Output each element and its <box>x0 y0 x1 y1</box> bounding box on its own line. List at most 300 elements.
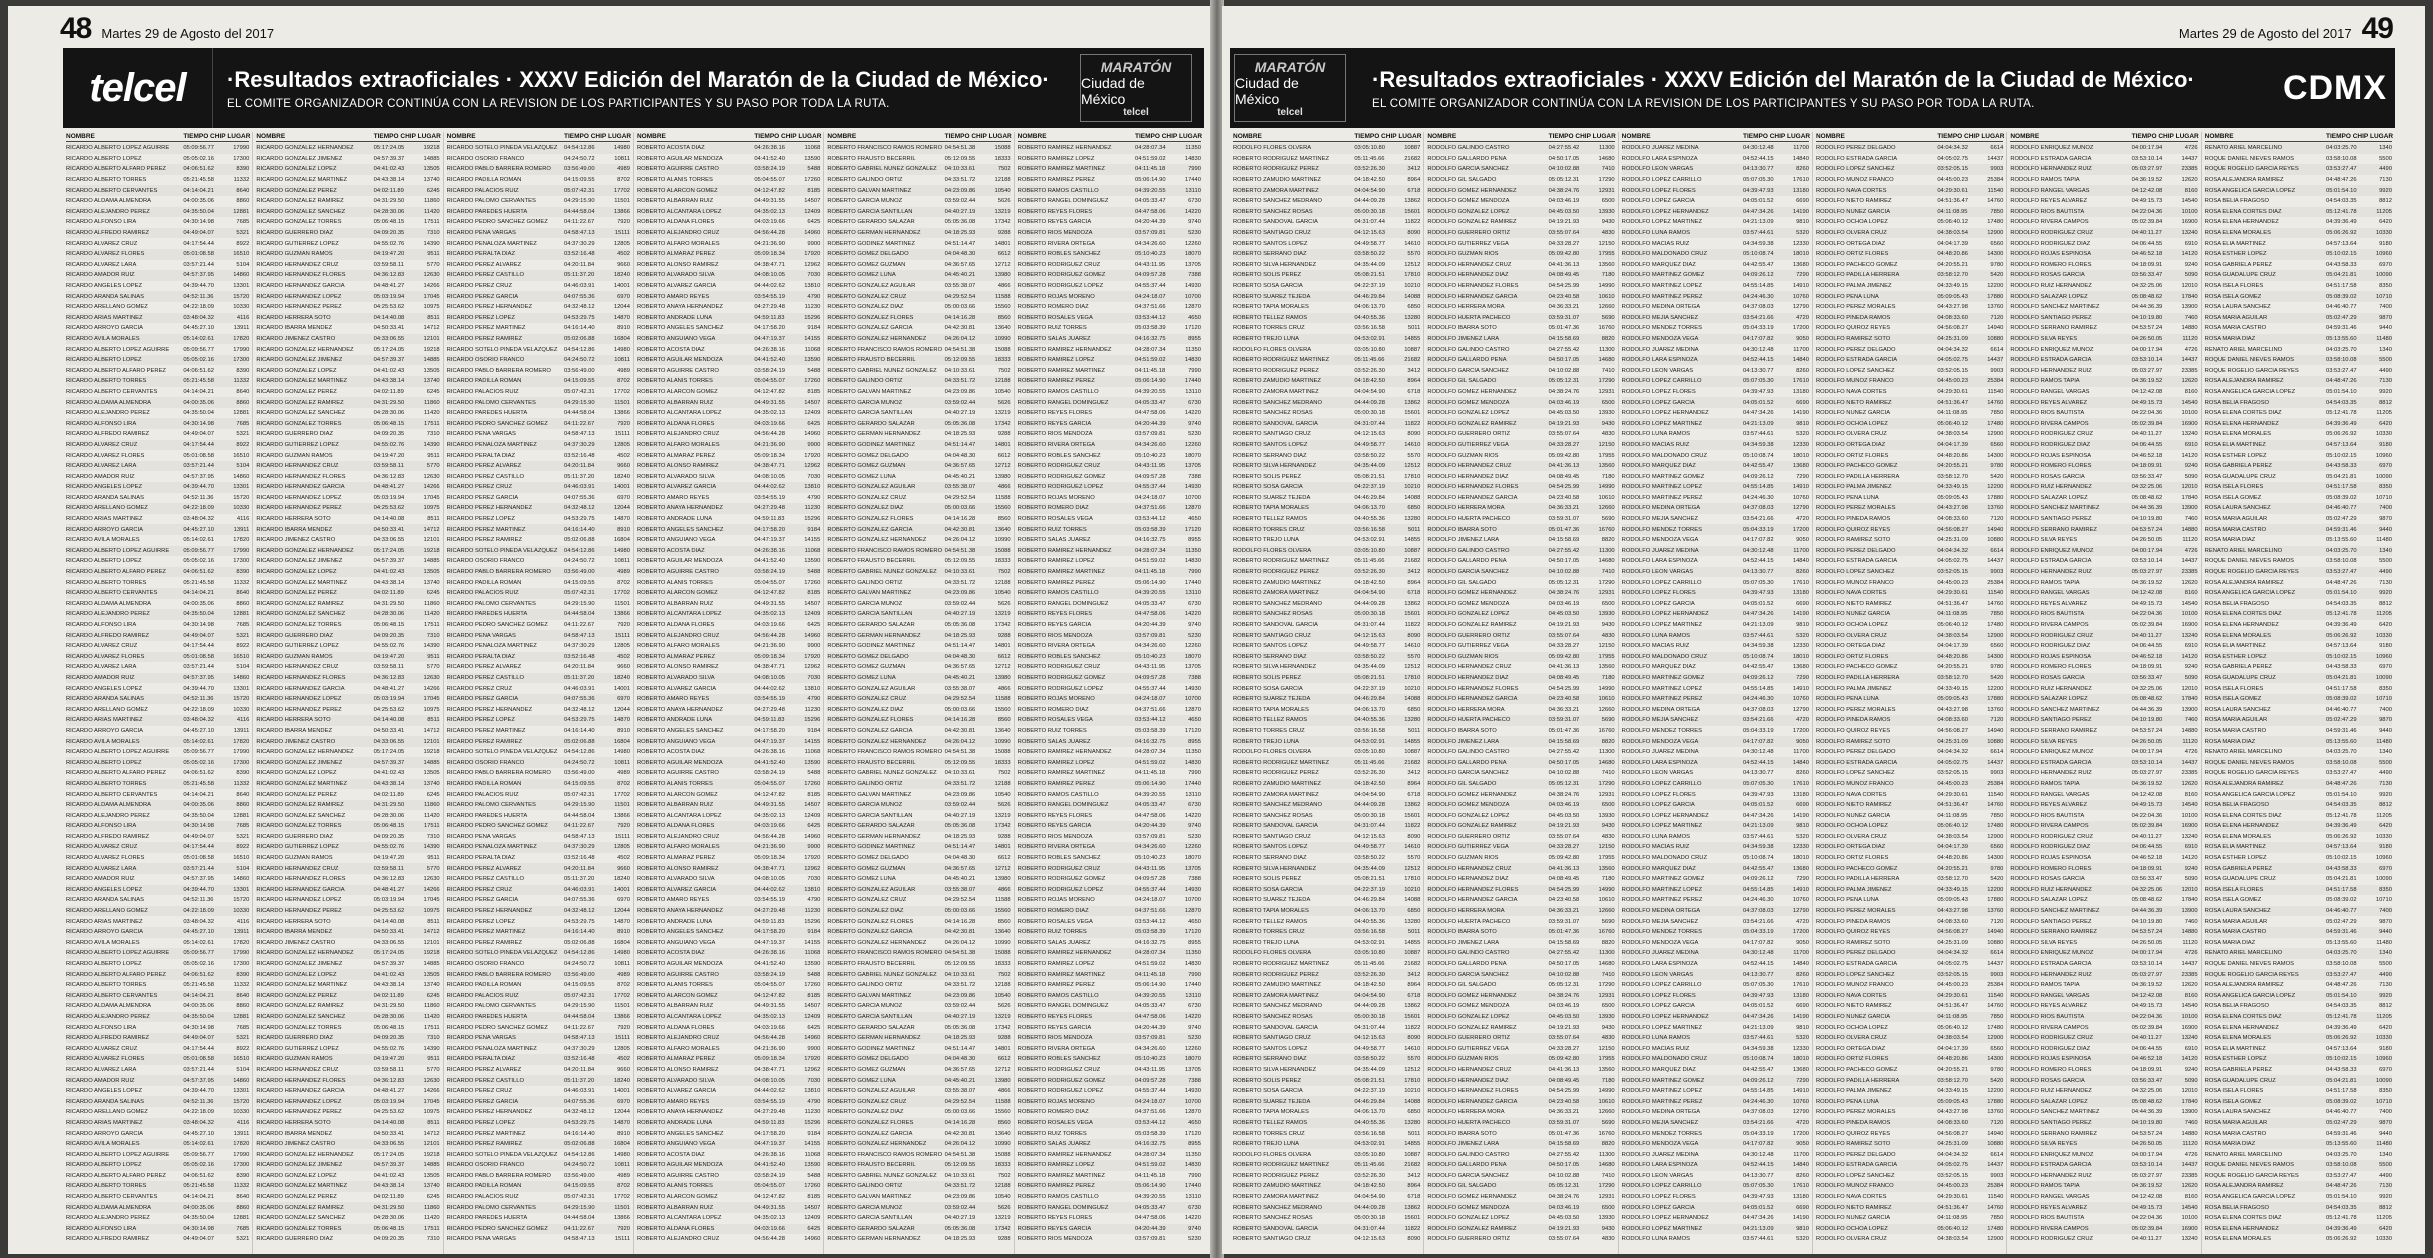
chip-time: 04:59:11.83 <box>754 314 785 321</box>
runner-name: ROBERTO REYES FLORES <box>1017 812 1093 819</box>
result-row <box>1816 556 2003 567</box>
runner-name: ROSA BELIA FRAGOSO <box>2204 1003 2270 1010</box>
place: 6970 <box>617 1098 630 1105</box>
place: 8964 <box>1407 579 1421 586</box>
place: 8511 <box>427 717 440 724</box>
result-row <box>827 1234 1010 1245</box>
result-row <box>256 143 439 154</box>
place: 14088 <box>1404 696 1421 703</box>
place: 17342 <box>994 1024 1011 1031</box>
result-row <box>827 863 1010 874</box>
runner-name: ROBERTO ALVARADO SILVA <box>636 272 715 279</box>
runner-name: RICARDO ALDAMA ALMENDRA <box>66 600 152 607</box>
chip-time: 04:32:48.12 <box>563 505 595 512</box>
result-row <box>1622 535 1809 546</box>
chip-time: 04:03:46.19 <box>1548 198 1580 205</box>
result-row <box>637 429 820 440</box>
runner-name: RICARDO ALBERTO LOPEZ AGUIRRE <box>66 145 170 152</box>
chip-time: 04:24:46.30 <box>1742 1098 1774 1105</box>
result-row <box>1622 630 1809 641</box>
runner-name: RICARDO GUERRERO DIAZ <box>256 632 333 639</box>
chip-time: 04:18:09.91 <box>2131 261 2163 268</box>
place: 8812 <box>2379 399 2392 406</box>
runner-name: RODOLFO HERNANDEZ RUIZ <box>2010 367 2092 374</box>
place: 10210 <box>1404 1088 1421 1095</box>
runner-name: RICARDO AMADOR RUIZ <box>66 272 135 279</box>
chip-time: 03:53:10.14 <box>2131 155 2163 162</box>
result-row <box>1233 980 1420 991</box>
place: 17300 <box>233 558 250 565</box>
runner-name: ROBERTO SOSA GARCIA <box>1233 283 1303 290</box>
chip-time: 05:08:39.02 <box>2325 696 2357 703</box>
place: 12805 <box>613 441 630 448</box>
place: 8560 <box>997 918 1011 925</box>
chip-time: 04:21:36.90 <box>754 240 785 247</box>
place: 11205 <box>2376 812 2392 819</box>
runner-name: RODOLFO GONZALEZ LOPEZ <box>1427 812 1510 819</box>
runner-name: RICARDO JIMENEZ CASTRO <box>256 335 336 342</box>
place: 4790 <box>807 696 821 703</box>
result-row <box>256 1022 439 1033</box>
runner-name: RODOLFO JUAREZ MEDINA <box>1621 950 1699 957</box>
result-row <box>827 546 1010 557</box>
result-row <box>637 726 820 737</box>
chip-time: 04:57:13.64 <box>2325 844 2357 851</box>
runner-name: RICARDO ALBERTO CERVANTES <box>66 992 158 999</box>
place: 7502 <box>997 166 1011 173</box>
place: 6718 <box>1407 1194 1421 1201</box>
chip-time: 04:31:29.50 <box>373 1204 405 1211</box>
result-row <box>1622 546 1809 557</box>
place: 12409 <box>804 812 821 819</box>
result-row <box>637 652 820 663</box>
runner-name: RODOLFO NIETO RAMIREZ <box>1815 600 1892 607</box>
result-row <box>2010 291 2197 302</box>
place: 4830 <box>1601 431 1615 438</box>
result-row <box>1018 1128 1201 1139</box>
runner-name: RODOLFO PEREZ MORALES <box>1815 1109 1896 1116</box>
result-row <box>637 906 820 917</box>
chip-time: 05:03:27.97 <box>2131 166 2163 173</box>
runner-name: RODOLFO ROSAS GARCIA <box>2010 1077 2085 1084</box>
runner-name: RICARDO GONZALEZ HERNANDEZ <box>256 749 354 756</box>
place: 17990 <box>233 1151 250 1158</box>
runner-name: RICARDO SOTELO PINEDA VELAZQUEZ <box>446 547 558 554</box>
runner-name: RICARDO PEREZ LOPEZ <box>446 1119 515 1126</box>
runner-name: ROBERTO AGUILAR MENDOZA <box>636 759 723 766</box>
place: 7685 <box>236 823 250 830</box>
place: 15111 <box>614 632 630 639</box>
chip-time: 04:57:13.64 <box>2325 643 2357 650</box>
place: 7180 <box>1601 272 1615 279</box>
runner-name: RICARDO ALBERTO TORRES <box>66 982 147 989</box>
result-row <box>2205 503 2392 514</box>
header-place: LUGAR <box>2175 133 2199 140</box>
place: 12660 <box>1598 908 1615 915</box>
runner-name: ROSA ELIA MARTINEZ <box>2204 240 2266 247</box>
place: 12188 <box>994 982 1011 989</box>
result-row <box>637 779 820 790</box>
runner-name: ROBERTO GONZALEZ FLORES <box>827 1119 914 1126</box>
runner-name: ROBERTO TELLEZ RAMOS <box>1233 1119 1308 1126</box>
result-row <box>66 154 249 165</box>
result-row <box>2010 1171 2197 1182</box>
chip-time: 05:11:37.20 <box>563 473 595 480</box>
result-row <box>447 302 630 313</box>
place: 6245 <box>426 388 440 395</box>
chip-time: 04:54:12.86 <box>563 749 595 756</box>
runner-name: ROBERTO SERRANO DIAZ <box>1233 653 1307 660</box>
runner-name: ROBERTO RAMIREZ MARTINEZ <box>1017 166 1105 173</box>
runner-name: RODOLFO NIETO RAMIREZ <box>1815 198 1892 205</box>
chip-time: 04:03:19.66 <box>754 219 785 226</box>
chip-time: 04:45:03.50 <box>1548 611 1580 618</box>
result-row <box>1233 789 1420 800</box>
runner-name: RODOLFO RAMIREZ SOTO <box>1815 738 1891 745</box>
chip-time: 05:21:45.58 <box>183 177 214 184</box>
result-row <box>2010 503 2197 514</box>
place: 9920 <box>2379 388 2392 395</box>
runner-name: ROSA ISELA GOMEZ <box>2204 897 2262 904</box>
result-row <box>2205 291 2392 302</box>
chip-time: 04:25:53.62 <box>373 304 405 311</box>
runner-name: ROBERTO GONZALEZ FLORES <box>827 516 914 523</box>
place: 14088 <box>1404 1098 1421 1105</box>
result-row <box>1816 662 2003 673</box>
result-row <box>1018 874 1201 885</box>
runner-name: RODOLFO NAVA CORTES <box>1815 590 1887 597</box>
runner-name: ROBERTO GALINDO ORTIZ <box>827 1183 903 1190</box>
chip-time: 05:09:18.34 <box>754 251 785 258</box>
place: 17290 <box>1598 378 1615 385</box>
result-row <box>447 863 630 874</box>
place: 9184 <box>807 929 821 936</box>
place: 17820 <box>233 335 250 342</box>
chip-time: 05:04:21.81 <box>2325 272 2357 279</box>
place: 18240 <box>613 1077 630 1084</box>
result-row <box>827 948 1010 959</box>
result-row <box>637 302 820 313</box>
header-chip-time: TIEMPO CHIP <box>373 133 416 140</box>
runner-name: RODOLFO ESTRADA GARCIA <box>2010 759 2092 766</box>
result-row <box>1622 704 1809 715</box>
runner-name: RICARDO GUTIERREZ LOPEZ <box>256 240 339 247</box>
result-row <box>1622 885 1809 896</box>
result-row <box>447 1118 630 1129</box>
place: 11420 <box>423 1215 440 1222</box>
place: 7502 <box>997 770 1011 777</box>
result-row <box>2205 387 2392 398</box>
chip-time: 04:29:30.61 <box>1937 992 1968 999</box>
chip-time: 04:50:33.41 <box>373 727 405 734</box>
runner-name: ROBERTO ANDRADE LUNA <box>636 717 713 724</box>
result-row <box>1018 1054 1201 1065</box>
result-row <box>66 1118 249 1129</box>
chip-time: 05:06:14.90 <box>1134 378 1166 385</box>
chip-time: 03:48:04.32 <box>183 918 214 925</box>
runner-name: RODOLFO SANTIAGO PEREZ <box>2010 516 2092 523</box>
place: 12790 <box>1792 908 1809 915</box>
chip-time: 05:11:45.66 <box>1354 961 1385 968</box>
result-row <box>2205 694 2392 705</box>
result-row <box>827 291 1010 302</box>
place: 17300 <box>233 759 250 766</box>
runner-name: RICARDO ALBERTO ALFARO PEREZ <box>66 1172 166 1179</box>
result-row <box>66 344 249 355</box>
result-row <box>1427 1139 1614 1150</box>
runner-name: RICARDO ALEJANDRO PEREZ <box>66 208 150 215</box>
runner-name: ROBERTO GALINDO ORTIZ <box>827 579 903 586</box>
chip-time: 04:10:33.61 <box>944 166 976 173</box>
result-row <box>66 980 249 991</box>
place: 8260 <box>1796 569 1809 576</box>
chip-time: 04:47:19.37 <box>754 738 785 745</box>
runner-name: ROSA BELIA FRAGOSO <box>2204 198 2270 205</box>
result-row <box>66 821 249 832</box>
chip-time: 04:06:44.55 <box>2131 643 2163 650</box>
result-row <box>2205 471 2392 482</box>
place: 10811 <box>614 558 630 565</box>
result-row <box>637 1086 820 1097</box>
chip-time: 04:42:30.81 <box>944 1130 976 1137</box>
chip-time: 05:01:47.36 <box>1548 1130 1580 1137</box>
chip-time: 04:37:30.29 <box>563 1045 595 1052</box>
chip-time: 04:44:02.62 <box>754 886 785 893</box>
runner-name: RODOLFO REYES ALVAREZ <box>2010 1204 2088 1211</box>
chip-time: 05:08:21.51 <box>1354 473 1385 480</box>
banner-title: ·Resultados extraoficiales · XXXV Edición del Maratón de la Ciudad de México· <box>227 66 1050 92</box>
place: 11501 <box>614 802 630 809</box>
runner-name: RODOLFO HERNANDEZ GARCIA <box>1427 494 1518 501</box>
runner-name: ROBERTO ROMERO DIAZ <box>1017 505 1089 512</box>
runner-name: ROSA GABRIELA PEREZ <box>2204 261 2272 268</box>
runner-name: RODOLFO SANTIAGO PEREZ <box>2010 314 2092 321</box>
left-folio <box>60 12 274 46</box>
result-row <box>66 757 249 768</box>
runner-name: ROBERTO ALBARRAN RUIZ <box>636 1204 714 1211</box>
runner-name: RODOLFO RODRIGUEZ CRUZ <box>2010 1236 2094 1243</box>
result-row <box>1427 323 1614 334</box>
place: 14980 <box>613 749 630 756</box>
place: 15296 <box>804 717 821 724</box>
place: 7388 <box>1188 473 1201 480</box>
runner-name: RICARDO GONZALEZ HERNANDEZ <box>256 547 354 554</box>
place: 5420 <box>1990 473 2004 480</box>
result-row <box>256 546 439 557</box>
result-row <box>1816 747 2003 758</box>
result-row <box>637 1118 820 1129</box>
runner-name: RODOLFO RAMOS TAPIA <box>2010 982 2080 989</box>
place: 10760 <box>1792 1098 1809 1105</box>
chip-time: 05:04:55.07 <box>754 1183 785 1190</box>
place: 5320 <box>1796 1236 1809 1243</box>
runner-name: RODOLFO LOPEZ SANCHEZ <box>1815 166 1895 173</box>
runner-name: RICARDO GONZALEZ RAMIREZ <box>256 399 344 406</box>
chip-time: 04:14:04.21 <box>183 992 214 999</box>
chip-time: 04:03:25.70 <box>2325 346 2357 353</box>
result-row <box>1233 440 1420 451</box>
result-row <box>827 1192 1010 1203</box>
chip-time: 04:47:34.26 <box>1742 1215 1774 1222</box>
place: 17260 <box>804 1183 821 1190</box>
result-row <box>2010 1224 2197 1235</box>
runner-name: ROBERTO ANGUIANO VEGA <box>636 537 716 544</box>
place: 6690 <box>1796 802 1809 809</box>
result-row <box>447 980 630 991</box>
chip-time: 04:39:47.93 <box>1742 388 1774 395</box>
place: 9050 <box>1796 335 1809 342</box>
result-row <box>2010 842 2197 853</box>
runner-name: RICARDO PAREDES HUERTA <box>446 611 528 618</box>
result-row <box>256 599 439 610</box>
place: 4989 <box>617 367 630 374</box>
result-row <box>1816 1043 2003 1054</box>
result-row <box>1427 270 1614 281</box>
chip-time: 04:17:07.82 <box>1742 1141 1774 1148</box>
result-row <box>1622 154 1809 165</box>
chip-time: 04:41:02.43 <box>373 770 405 777</box>
result-row <box>1816 810 2003 821</box>
runner-name: RODOLFO QUIROZ REYES <box>1815 325 1891 332</box>
result-row <box>1233 471 1420 482</box>
place: 18333 <box>994 155 1011 162</box>
place: 14220 <box>1184 1215 1201 1222</box>
chip-time: 04:49:58.77 <box>1354 844 1385 851</box>
place: 10090 <box>2375 876 2392 883</box>
runner-name: RODOLFO RUIZ HERNANDEZ <box>2010 283 2092 290</box>
place: 11350 <box>1185 749 1201 756</box>
runner-name: RICARDO ALVAREZ FLORES <box>66 653 145 660</box>
place: 8350 <box>2379 886 2392 893</box>
place: 14801 <box>994 844 1011 851</box>
place: 17480 <box>1987 420 2004 427</box>
chip-time: 04:30:12.48 <box>1742 950 1774 957</box>
column-header <box>2205 133 2392 142</box>
place: 17702 <box>613 590 630 597</box>
runner-name: RICARDO GONZALEZ TORRES <box>256 420 342 427</box>
runner-name: RODOLFO GUTIERREZ VEGA <box>1427 240 1509 247</box>
place: 15560 <box>994 1109 1011 1116</box>
place: 17260 <box>804 780 821 787</box>
place: 14437 <box>2181 357 2198 364</box>
result-row <box>447 916 630 927</box>
chip-time: 04:33:06.55 <box>373 335 405 342</box>
place: 11205 <box>2376 208 2392 215</box>
runner-name: ROSA MARIA DIAZ <box>2204 537 2256 544</box>
chip-time: 04:15:09.55 <box>563 982 595 989</box>
chip-time: 03:54:21.66 <box>1742 516 1774 523</box>
result-row <box>2205 726 2392 737</box>
runner-name: RICARDO ARELLANO GOMEZ <box>66 908 148 915</box>
result-row <box>1018 1086 1201 1097</box>
chip-time: 04:46:52.18 <box>2131 855 2163 862</box>
runner-name: ROBERTO SANCHEZ MEDRANO <box>1233 198 1323 205</box>
runner-name: ROBERTO REYES GARCIA <box>1017 823 1092 830</box>
chip-time: 05:12:41.78 <box>2325 611 2357 618</box>
place: 13505 <box>423 1172 440 1179</box>
result-row <box>637 885 820 896</box>
chip-time: 04:27:55.42 <box>1548 1151 1580 1158</box>
place: 4650 <box>1188 1119 1201 1126</box>
runner-name: ROBERTO TREJO LUNA <box>1233 738 1300 745</box>
result-row <box>637 609 820 620</box>
result-row <box>1018 609 1201 620</box>
place: 11300 <box>1598 749 1615 756</box>
place: 9780 <box>1990 463 2004 470</box>
chip-time: 04:58:47.13 <box>563 632 595 639</box>
runner-name: RODOLFO GOMEZ MENDOZA <box>1427 1204 1510 1211</box>
result-row <box>447 164 630 175</box>
runner-name: RICARDO PABLO BARRERA ROMERO <box>446 166 551 173</box>
runner-name: RODOLFO GUZMAN RIOS <box>1427 1056 1499 1063</box>
chip-time: 03:56:49.00 <box>563 971 595 978</box>
place: 9903 <box>1990 1172 2004 1179</box>
runner-name: ROBERTO ANGELES SANCHEZ <box>636 526 724 533</box>
result-row <box>256 810 439 821</box>
place: 14437 <box>1987 558 2004 565</box>
runner-name: ROBERTO GODINEZ MARTINEZ <box>827 844 915 851</box>
chip-time: 04:44:36.39 <box>2131 505 2163 512</box>
result-row <box>1622 948 1809 959</box>
chip-time: 04:24:50.72 <box>563 357 595 364</box>
chip-time: 04:31:29.50 <box>373 1003 405 1010</box>
header-chip-time: TIEMPO CHIP <box>1937 133 1980 140</box>
place: 17045 <box>423 897 440 904</box>
result-row <box>1622 726 1809 737</box>
chip-time: 04:51:59.02 <box>1134 961 1166 968</box>
result-row <box>2205 1012 2392 1023</box>
runner-name: RICARDO PADILLA ROMAN <box>446 780 522 787</box>
place: 10090 <box>2375 674 2392 681</box>
runner-name: RODOLFO RODRIGUEZ DIAZ <box>2010 643 2091 650</box>
result-row <box>1622 991 1809 1002</box>
place: 6500 <box>1601 198 1615 205</box>
runner-name: ROBERTO GOMEZ GUZMAN <box>827 664 906 671</box>
runner-name: RODOLFO GONZALEZ RAMIREZ <box>1427 823 1517 830</box>
runner-name: RODOLFO LOPEZ CARRILLO <box>1621 378 1702 385</box>
result-row <box>2205 344 2392 355</box>
result-row <box>1622 1224 1809 1235</box>
runner-name: RICARDO AVILA MORALES <box>66 939 140 946</box>
place: 14437 <box>2181 961 2198 968</box>
result-row <box>1427 471 1614 482</box>
result-row <box>827 959 1010 970</box>
runner-name: ROBERTO SANCHEZ ROSAS <box>1233 1215 1313 1222</box>
result-row <box>637 1181 820 1192</box>
chip-time: 05:10:40.23 <box>1134 1056 1166 1063</box>
place: 1340 <box>2379 145 2392 152</box>
chip-time: 04:54:03.35 <box>2325 399 2357 406</box>
chip-time: 04:06:51.62 <box>183 569 214 576</box>
chip-time: 04:09:20.35 <box>373 431 405 438</box>
runner-name: ROBERTO GONZALEZ DIAZ <box>827 505 904 512</box>
chip-time: 04:32:48.12 <box>563 908 595 915</box>
place: 10700 <box>1184 293 1201 300</box>
chip-time: 05:05:12.31 <box>1548 378 1580 385</box>
place: 14437 <box>1987 961 2004 968</box>
place: 13590 <box>804 357 821 364</box>
place: 12150 <box>1598 844 1615 851</box>
runner-name: RODOLFO PEREZ MORALES <box>1815 304 1896 311</box>
place: 6614 <box>1990 749 2004 756</box>
result-row <box>1233 175 1420 186</box>
runner-name: ROBERTO RODRIGUEZ PEREZ <box>1233 569 1319 576</box>
runner-name: RODOLFO MARTINEZ LOPEZ <box>1621 484 1703 491</box>
runner-name: RICARDO GONZALEZ RAMIREZ <box>256 600 344 607</box>
runner-name: RICARDO ALVAREZ LARA <box>66 1066 137 1073</box>
result-row <box>447 482 630 493</box>
place: 4490 <box>2379 166 2392 173</box>
